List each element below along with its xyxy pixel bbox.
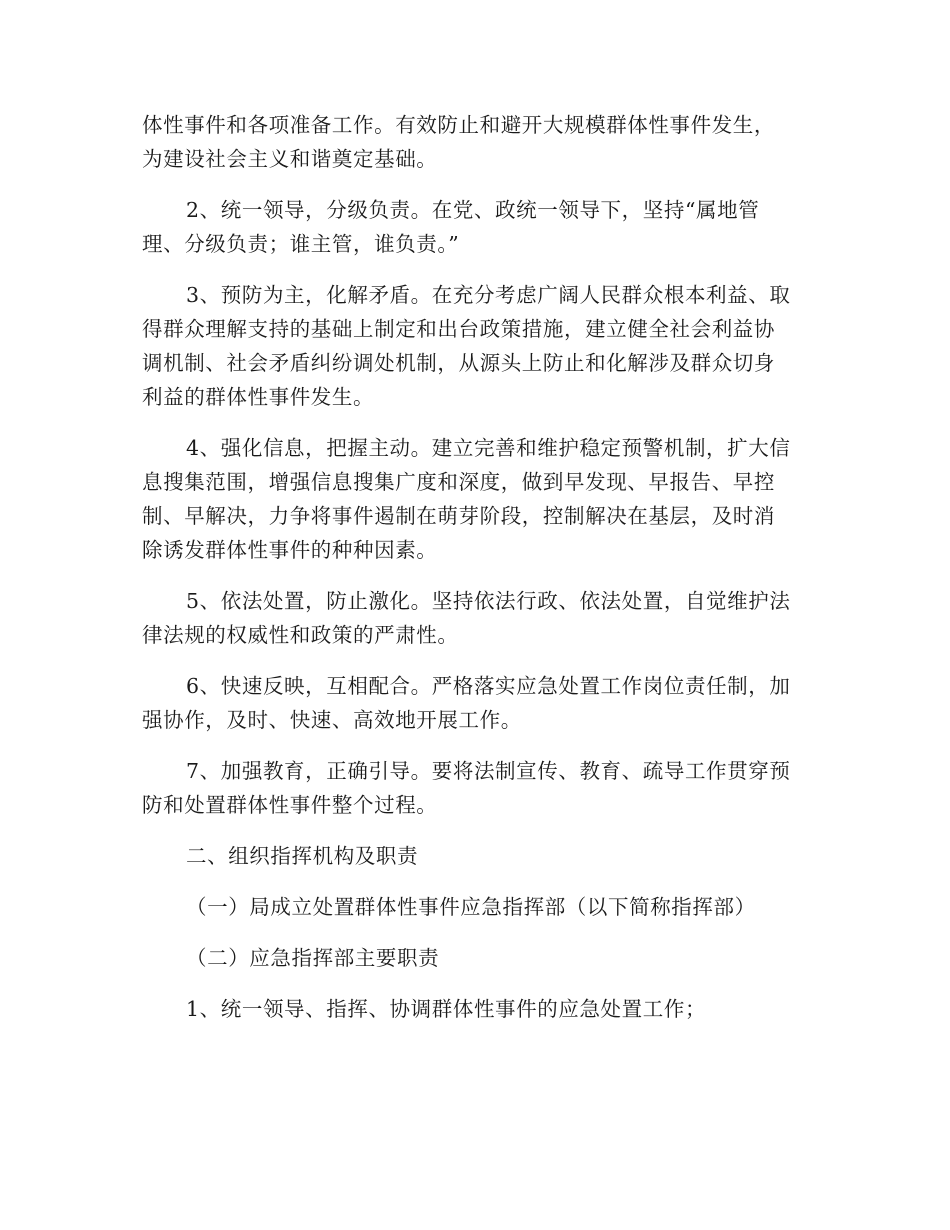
text-line: 6、快速反映，互相配合。严格落实应急处置工作岗位责任制，加 [186, 674, 791, 698]
duty-item-1 [142, 992, 808, 1026]
paragraph-continuation [142, 108, 808, 176]
paragraph-principle-3 [142, 278, 808, 414]
text-line: 制、早解决，力争将事件遏制在萌芽阶段，控制解决在基层，及时消 [142, 504, 775, 528]
text-line: 除诱发群体性事件的种种因素。 [142, 538, 438, 562]
text-line: 强协作，及时、快速、高效地开展工作。 [142, 708, 522, 732]
heading-text: （二）应急指挥部主要职责 [186, 946, 440, 970]
paragraph-principle-5 [142, 584, 808, 652]
text-line: 体性事件和各项准备工作。有效防止和避开大规模群体性事件发生， [142, 113, 775, 137]
text-line: 利益的群体性事件发生。 [142, 385, 375, 409]
text-line: 得群众理解支持的基础上制定和出台政策措施，建立健全社会利益协 [142, 317, 775, 341]
paragraph-principle-2 [142, 193, 808, 261]
document-body [142, 108, 808, 1043]
text-line: 理、分级负责；谁主管，谁负责。” [142, 232, 460, 256]
text-line: 律法规的权威性和政策的严肃性。 [142, 623, 459, 647]
text-line: 4、强化信息，把握主动。建立完善和维护稳定预警机制，扩大信 [186, 436, 791, 460]
heading-text: 二、组织指挥机构及职责 [186, 844, 419, 868]
text-line: 7、加强教育，正确引导。要将法制宣传、教育、疏导工作贯穿预 [186, 759, 791, 783]
text-line: 息搜集范围，增强信息搜集广度和深度，做到早发现、早报告、早控 [142, 470, 775, 494]
text-line: 3、预防为主，化解矛盾。在充分考虑广阔人民群众根本利益、取 [186, 283, 791, 307]
paragraph-principle-4 [142, 431, 808, 567]
section-heading [142, 839, 808, 873]
text-line: 2、统一领导，分级负责。在党、政统一领导下，坚持“属地管 [186, 198, 760, 222]
subsection-heading-2 [142, 941, 808, 975]
paragraph-principle-6 [142, 669, 808, 737]
heading-text: （一）局成立处置群体性事件应急指挥部（以下简称指挥部） [186, 895, 756, 919]
text-line: 为建设社会主义和谐奠定基础。 [142, 147, 438, 171]
text-line: 调机制、社会矛盾纠纷调处机制，从源头上防止和化解涉及群众切身 [142, 351, 775, 375]
text-line: 防和处置群体性事件整个过程。 [142, 793, 438, 817]
paragraph-principle-7 [142, 754, 808, 822]
subsection-heading-1 [142, 890, 808, 924]
text-line: 1、统一领导、指挥、协调群体性事件的应急处置工作； [186, 997, 707, 1021]
text-line: 5、依法处置，防止激化。坚持依法行政、依法处置，自觉维护法 [186, 589, 791, 613]
